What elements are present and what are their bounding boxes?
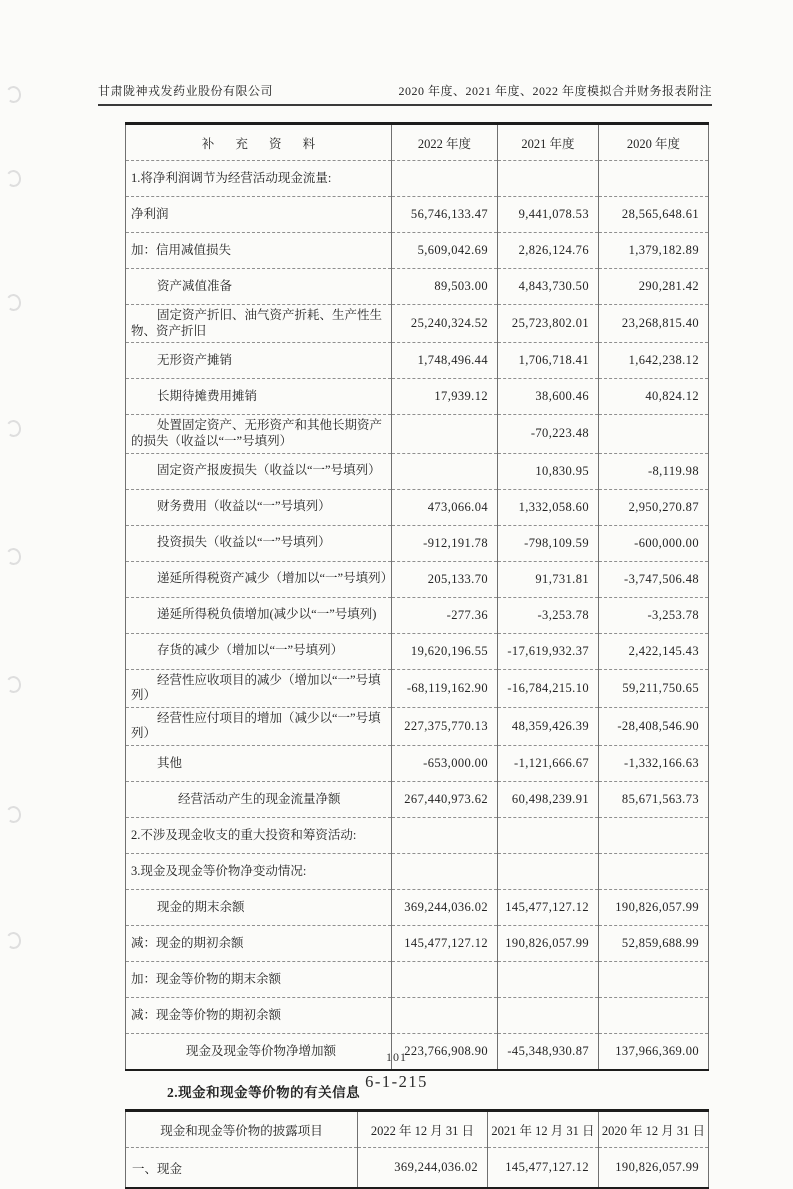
row-value: 56,746,133.47: [392, 197, 498, 233]
table-row: [126, 161, 709, 197]
row-value: 1,379,182.89: [599, 233, 709, 269]
row-value: [498, 161, 599, 197]
header-date-2022: 2022 年 12 月 31 日: [358, 1111, 488, 1148]
row-value: 19,620,196.55: [392, 633, 498, 669]
row-label: 经营性应付项目的增加（减少以“一”号填列）: [126, 707, 392, 745]
row-value: 205,133.70: [392, 561, 498, 597]
row-value: 25,240,324.52: [392, 305, 498, 343]
supplementary-table-body: [126, 161, 709, 1071]
supplementary-cash-flow-table: [125, 122, 709, 1071]
row-label: 2.不涉及现金收支的重大投资和筹资活动:: [126, 818, 392, 854]
table-row: [126, 669, 709, 707]
row-value: 60,498,239.91: [498, 782, 599, 818]
row-value: 89,503.00: [392, 269, 498, 305]
row-label: 经营性应收项目的减少（增加以“一”号填列）: [126, 669, 392, 707]
table-row: [126, 854, 709, 890]
table-row: [126, 561, 709, 597]
row-value: -3,253.78: [599, 597, 709, 633]
row-label: 加：现金等价物的期末余额: [126, 962, 392, 998]
header-disclosure-item: 现金和现金等价物的披露项目: [126, 1111, 358, 1148]
row-value: 10,830.95: [498, 453, 599, 489]
header-year-2022: 2022 年度: [392, 124, 498, 161]
row-value: 1,748,496.44: [392, 343, 498, 379]
report-title: 2020 年度、2021 年度、2022 年度模拟合并财务报表附注: [398, 84, 712, 98]
row-label: 一、现金: [126, 1148, 358, 1189]
row-value: [498, 854, 599, 890]
row-value: -28,408,546.90: [599, 707, 709, 745]
table-row: [126, 597, 709, 633]
table-row: [126, 489, 709, 525]
row-value: [599, 161, 709, 197]
row-value: -8,119.98: [599, 453, 709, 489]
table-row: [126, 746, 709, 782]
table-row: [126, 818, 709, 854]
row-value: -16,784,215.10: [498, 669, 599, 707]
table-header-row: [126, 124, 709, 161]
row-label: 经营活动产生的现金流量净额: [126, 782, 392, 818]
row-value: [392, 854, 498, 890]
table-row: [126, 197, 709, 233]
row-label: 处置固定资产、无形资产和其他长期资产的损失（收益以“一”号填列）: [126, 415, 392, 453]
row-value: 473,066.04: [392, 489, 498, 525]
row-label: 资产减值准备: [126, 269, 392, 305]
row-value: 267,440,973.62: [392, 782, 498, 818]
table-row: [126, 1148, 709, 1189]
row-value: [599, 415, 709, 453]
row-label: 1.将净利润调节为经营活动现金流量:: [126, 161, 392, 197]
row-value: -1,121,666.67: [498, 746, 599, 782]
binder-hole-mark: [5, 675, 22, 694]
footer-page-number: 101: [386, 1050, 407, 1064]
row-value: 25,723,802.01: [498, 305, 599, 343]
row-label: 存货的减少（增加以“一”号填列）: [126, 633, 392, 669]
row-value: 2,422,145.43: [599, 633, 709, 669]
row-value: 9,441,078.53: [498, 197, 599, 233]
row-label: 长期待摊费用摊销: [126, 379, 392, 415]
table-row: [126, 343, 709, 379]
row-value: 227,375,770.13: [392, 707, 498, 745]
row-value: [392, 453, 498, 489]
row-label: 投资损失（收益以“一”号填列）: [126, 525, 392, 561]
table-row: [126, 525, 709, 561]
table-row: [126, 926, 709, 962]
row-value: -17,619,932.37: [498, 633, 599, 669]
binder-hole-mark: [5, 419, 22, 438]
cash-equivalents-table: [125, 1109, 709, 1189]
table-header-row: [126, 1111, 709, 1148]
row-value: -68,119,162.90: [392, 669, 498, 707]
row-value: 1,642,238.12: [599, 343, 709, 379]
page-content: [125, 122, 708, 1189]
row-value: 2,826,124.76: [498, 233, 599, 269]
table-row: [126, 890, 709, 926]
header-year-2020: 2020 年度: [599, 124, 709, 161]
row-label: 财务费用（收益以“一”号填列）: [126, 489, 392, 525]
header-date-2020: 2020 年 12 月 31 日: [599, 1111, 709, 1148]
row-label: 减：现金等价物的期初余额: [126, 998, 392, 1034]
footer-doc-number: 6-1-215: [365, 1072, 428, 1091]
row-value: 145,477,127.12: [488, 1148, 599, 1189]
row-value: [392, 962, 498, 998]
row-label: 现金及现金等价物净增加额: [126, 1034, 392, 1071]
header-year-2021: 2021 年度: [498, 124, 599, 161]
row-value: [599, 998, 709, 1034]
binder-hole-mark: [5, 169, 22, 188]
cash-table-body: [126, 1148, 709, 1189]
table-row: [126, 998, 709, 1034]
table-row: [126, 633, 709, 669]
table-row: [126, 962, 709, 998]
row-value: 48,359,426.39: [498, 707, 599, 745]
table-row: [126, 269, 709, 305]
row-label: 递延所得税负债增加(减少以“一”号填列): [126, 597, 392, 633]
row-label: 其他: [126, 746, 392, 782]
page-header: [98, 82, 712, 106]
binder-hole-mark: [5, 805, 22, 824]
header-date-2021: 2021 年 12 月 31 日: [488, 1111, 599, 1148]
row-value: [599, 854, 709, 890]
row-label: 减：现金的期初余额: [126, 926, 392, 962]
table-row: [126, 233, 709, 269]
row-value: 85,671,563.73: [599, 782, 709, 818]
row-value: -70,223.48: [498, 415, 599, 453]
row-value: 190,826,057.99: [498, 926, 599, 962]
binder-hole-mark: [5, 931, 22, 950]
row-value: [599, 818, 709, 854]
section-title-cash-info: 2.现金和现金等价物的有关信息: [167, 1085, 361, 1100]
table-row: [126, 379, 709, 415]
row-label: 递延所得税资产减少（增加以“一”号填列）: [126, 561, 392, 597]
row-value: -3,253.78: [498, 597, 599, 633]
row-value: -3,747,506.48: [599, 561, 709, 597]
row-value: 5,609,042.69: [392, 233, 498, 269]
table-row: [126, 305, 709, 343]
row-value: 145,477,127.12: [392, 926, 498, 962]
row-value: 290,281.42: [599, 269, 709, 305]
row-label: 固定资产折旧、油气资产折耗、生产性生物、资产折旧: [126, 305, 392, 343]
row-value: -653,000.00: [392, 746, 498, 782]
row-value: 190,826,057.99: [599, 1148, 709, 1189]
row-value: 40,824.12: [599, 379, 709, 415]
row-value: 59,211,750.65: [599, 669, 709, 707]
row-value: 145,477,127.12: [498, 890, 599, 926]
row-value: -1,332,166.63: [599, 746, 709, 782]
row-value: 4,843,730.50: [498, 269, 599, 305]
row-value: 1,332,058.60: [498, 489, 599, 525]
row-value: 190,826,057.99: [599, 890, 709, 926]
row-value: [392, 161, 498, 197]
row-value: [392, 415, 498, 453]
row-value: 137,966,369.00: [599, 1034, 709, 1071]
row-value: 52,859,688.99: [599, 926, 709, 962]
row-value: 38,600.46: [498, 379, 599, 415]
row-label: 无形资产摊销: [126, 343, 392, 379]
row-value: [498, 998, 599, 1034]
row-value: 369,244,036.02: [392, 890, 498, 926]
table-row: [126, 707, 709, 745]
row-value: 1,706,718.41: [498, 343, 599, 379]
row-value: 2,950,270.87: [599, 489, 709, 525]
row-value: [498, 962, 599, 998]
row-value: -798,109.59: [498, 525, 599, 561]
binder-hole-mark: [5, 547, 22, 566]
table-row: [126, 415, 709, 453]
row-value: 17,939.12: [392, 379, 498, 415]
row-value: -45,348,930.87: [498, 1034, 599, 1071]
row-value: -600,000.00: [599, 525, 709, 561]
row-value: 223,766,908.90: [392, 1034, 498, 1071]
row-value: 28,565,648.61: [599, 197, 709, 233]
binder-hole-mark: [5, 85, 22, 104]
row-value: -912,191.78: [392, 525, 498, 561]
binder-hole-mark: [5, 293, 22, 312]
row-value: [392, 818, 498, 854]
row-value: 91,731.81: [498, 561, 599, 597]
row-label: 净利润: [126, 197, 392, 233]
header-supplementary-info: 补 充 资 料: [126, 124, 392, 161]
table-row: [126, 782, 709, 818]
row-label: 现金的期末余额: [126, 890, 392, 926]
row-value: [392, 998, 498, 1034]
row-value: 23,268,815.40: [599, 305, 709, 343]
row-label: 固定资产报废损失（收益以“一”号填列）: [126, 453, 392, 489]
row-value: [498, 818, 599, 854]
table-row: [126, 453, 709, 489]
company-name: 甘肃陇神戎发药业股份有限公司: [98, 84, 274, 98]
row-label: 加：信用减值损失: [126, 233, 392, 269]
row-label: 3.现金及现金等价物净变动情况:: [126, 854, 392, 890]
row-value: 369,244,036.02: [358, 1148, 488, 1189]
row-value: -277.36: [392, 597, 498, 633]
row-value: [599, 962, 709, 998]
